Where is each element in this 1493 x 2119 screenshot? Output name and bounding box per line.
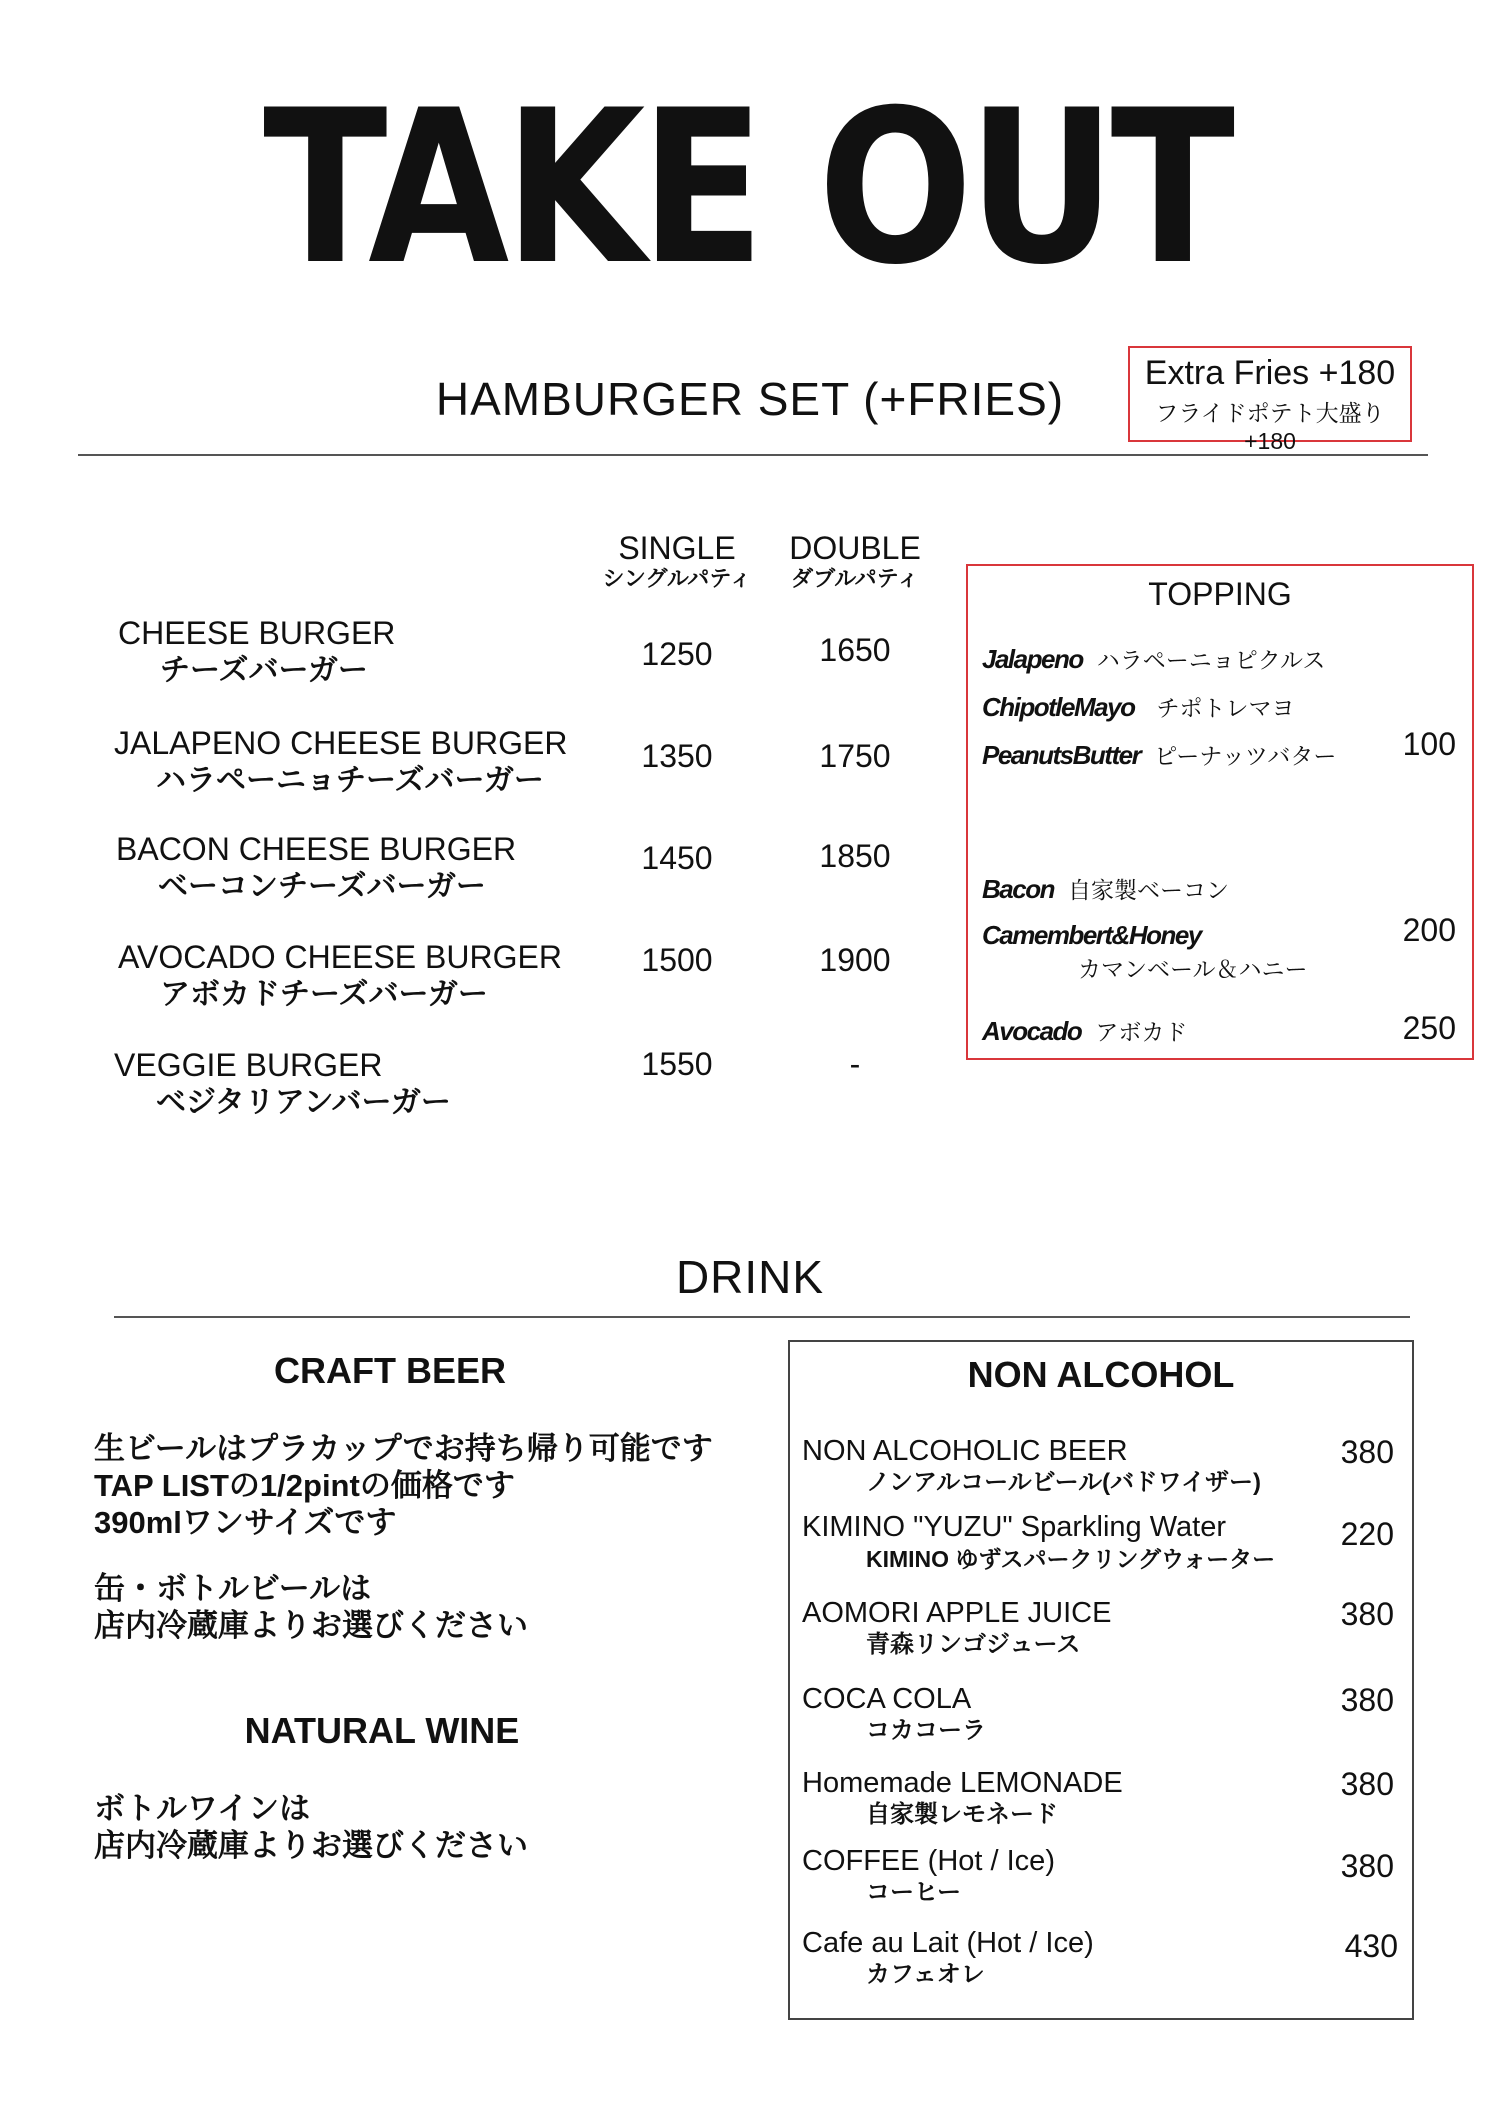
column-double-jp: ダブルパティ <box>791 566 919 591</box>
drink-item-price: 430 <box>1344 1928 1398 1964</box>
menu-item-name-jp: アボカドチーズバーガー <box>160 978 488 1011</box>
drink-item-jp: コカコーラ <box>866 1717 986 1744</box>
menu-item <box>118 938 562 1014</box>
page-title: TAKE OUT <box>263 64 1230 311</box>
topping-item-en: Camembert&Honey <box>982 920 1201 950</box>
drink-item-price: 380 <box>1340 1848 1394 1884</box>
menu-item-name-jp: ベーコンチーズバーガー <box>158 870 486 903</box>
menu-item-name-jp: ハラペーニョチーズバーガー <box>156 764 544 797</box>
natural-wine-note-line: 店内冷蔵庫よりお選びください <box>94 1828 528 1863</box>
non-alcohol-box <box>788 1340 1414 2020</box>
menu-item-price-double: 1650 <box>819 632 891 668</box>
bottle-beer-note-line: 店内冷蔵庫よりお選びください <box>94 1608 528 1643</box>
bottle-beer-notes <box>94 1570 528 1644</box>
topping-item-en: Jalapeno <box>982 644 1083 674</box>
topping-item <box>982 872 1229 905</box>
topping-item-jp: カマンベール＆ハニー <box>1078 956 1308 982</box>
drink-item-price: 380 <box>1340 1682 1394 1718</box>
drink-item-jp: 青森リンゴジュース <box>866 1631 1081 1658</box>
extra-fries-jp: フライドポテト大盛り +180 <box>1155 400 1385 454</box>
natural-wine-heading: NATURAL WINE <box>244 1710 520 1751</box>
menu-item-name-en: VEGGIE BURGER <box>114 1047 383 1083</box>
drink-item-jp: KIMINO ゆずスパークリングウォーター <box>866 1546 1276 1572</box>
topping-item <box>982 920 1308 984</box>
column-header-single <box>582 530 772 592</box>
hamburger-rule <box>78 454 1428 456</box>
extra-fries-en: Extra Fries +180 <box>1144 354 1396 392</box>
column-header-double <box>760 530 950 592</box>
drink-item <box>802 1766 1402 1830</box>
drink-item-price: 220 <box>1340 1516 1394 1552</box>
drink-item-jp: コーヒー <box>866 1879 962 1906</box>
drink-item <box>802 1682 1402 1746</box>
menu-item <box>114 724 567 800</box>
topping-item-en: ChipotleMayo <box>982 692 1135 722</box>
topping-item-en: Avocado <box>982 1016 1082 1046</box>
natural-wine-notes <box>94 1790 528 1864</box>
drink-item <box>802 1926 1402 1990</box>
craft-beer-note-line: TAP LISTの1/2pintの価格です <box>94 1468 515 1503</box>
craft-beer-notes <box>94 1430 713 1541</box>
menu-item-price-single: 1550 <box>641 1046 713 1082</box>
column-single-jp: シングルパティ <box>602 566 752 591</box>
menu-item-name-jp: ベジタリアンバーガー <box>156 1086 451 1119</box>
menu-item-price-double: 1900 <box>819 942 891 978</box>
natural-wine-note-line: ボトルワインは <box>94 1791 311 1826</box>
topping-item-jp: 自家製ベーコン <box>1067 877 1229 903</box>
drink-heading: DRINK <box>675 1251 825 1303</box>
hamburger-heading: HAMBURGER SET (+FRIES) <box>435 373 1065 425</box>
topping-item-jp: ピーナッツバター <box>1154 743 1337 769</box>
topping-heading: TOPPING <box>1148 576 1292 612</box>
extra-fries-box <box>1128 346 1412 454</box>
menu-item <box>118 614 395 690</box>
menu-item-price-double: 1850 <box>819 838 891 874</box>
drink-item-en: COCA COLA <box>802 1683 972 1715</box>
drink-item-en: AOMORI APPLE JUICE <box>802 1597 1112 1629</box>
craft-beer-note-line: 生ビールはプラカップでお持ち帰り可能です <box>94 1431 713 1466</box>
drink-item-jp: カフェオレ <box>866 1961 985 1988</box>
topping-item-jp: チポトレマヨ <box>1156 695 1295 721</box>
menu-item-name-en: JALAPENO CHEESE BURGER <box>114 725 568 761</box>
menu-item-price-single: 1250 <box>641 636 713 672</box>
non-alcohol-heading: NON ALCOHOL <box>967 1354 1235 1395</box>
topping-price: 200 <box>1402 912 1456 948</box>
drink-item-price: 380 <box>1340 1596 1394 1632</box>
drink-rule <box>114 1316 1410 1318</box>
column-double-en: DOUBLE <box>789 530 921 566</box>
drink-item <box>802 1596 1402 1660</box>
topping-item <box>982 1014 1187 1047</box>
menu-item-price-single: 1500 <box>641 942 713 978</box>
topping-item-jp: ハラペーニョピクルス <box>1096 647 1326 673</box>
drink-item-price: 380 <box>1340 1766 1394 1802</box>
menu-item-price-double: - <box>849 1046 861 1082</box>
menu-item <box>114 1046 451 1122</box>
topping-item-en: Bacon <box>982 874 1054 904</box>
menu-item-price-single: 1350 <box>641 738 713 774</box>
craft-beer-heading: CRAFT BEER <box>274 1350 506 1391</box>
drink-item-price: 380 <box>1340 1434 1394 1470</box>
topping-item-jp: アボカド <box>1095 1019 1188 1045</box>
drink-item-en: COFFEE (Hot / Ice) <box>802 1845 1055 1877</box>
drink-item <box>802 1844 1402 1908</box>
menu-item-name-en: BACON CHEESE BURGER <box>116 831 517 867</box>
drink-item-jp: 自家製レモネード <box>866 1801 1058 1828</box>
topping-item-en: PeanutsButter <box>982 740 1141 770</box>
menu-item-price-double: 1750 <box>819 738 891 774</box>
menu-item-name-jp: チーズバーガー <box>160 654 368 687</box>
menu-item-price-single: 1450 <box>641 840 713 876</box>
drink-item-jp: ノンアルコールビール(バドワイザー) <box>866 1469 1261 1496</box>
menu-item-name-en: CHEESE BURGER <box>118 615 396 651</box>
topping-price: 250 <box>1402 1010 1456 1046</box>
topping-price: 100 <box>1402 726 1456 762</box>
topping-item <box>982 642 1325 675</box>
drink-item <box>802 1434 1402 1498</box>
craft-beer-note-line: 390mlワンサイズです <box>94 1505 397 1540</box>
drink-item-en: NON ALCOHOLIC BEER <box>802 1435 1128 1467</box>
bottle-beer-note-line: 缶・ボトルビールは <box>94 1571 372 1606</box>
topping-box <box>966 564 1474 1060</box>
drink-item-en: KIMINO "YUZU" Sparkling Water <box>802 1511 1226 1543</box>
menu-item-name-en: AVOCADO CHEESE BURGER <box>118 939 562 975</box>
drink-item-en: Cafe au Lait (Hot / Ice) <box>802 1927 1094 1959</box>
topping-item <box>982 690 1294 723</box>
drink-item-en: Homemade LEMONADE <box>802 1767 1123 1799</box>
topping-item <box>982 738 1336 771</box>
menu-item <box>116 830 516 906</box>
column-single-en: SINGLE <box>618 530 736 566</box>
drink-item <box>802 1510 1402 1574</box>
